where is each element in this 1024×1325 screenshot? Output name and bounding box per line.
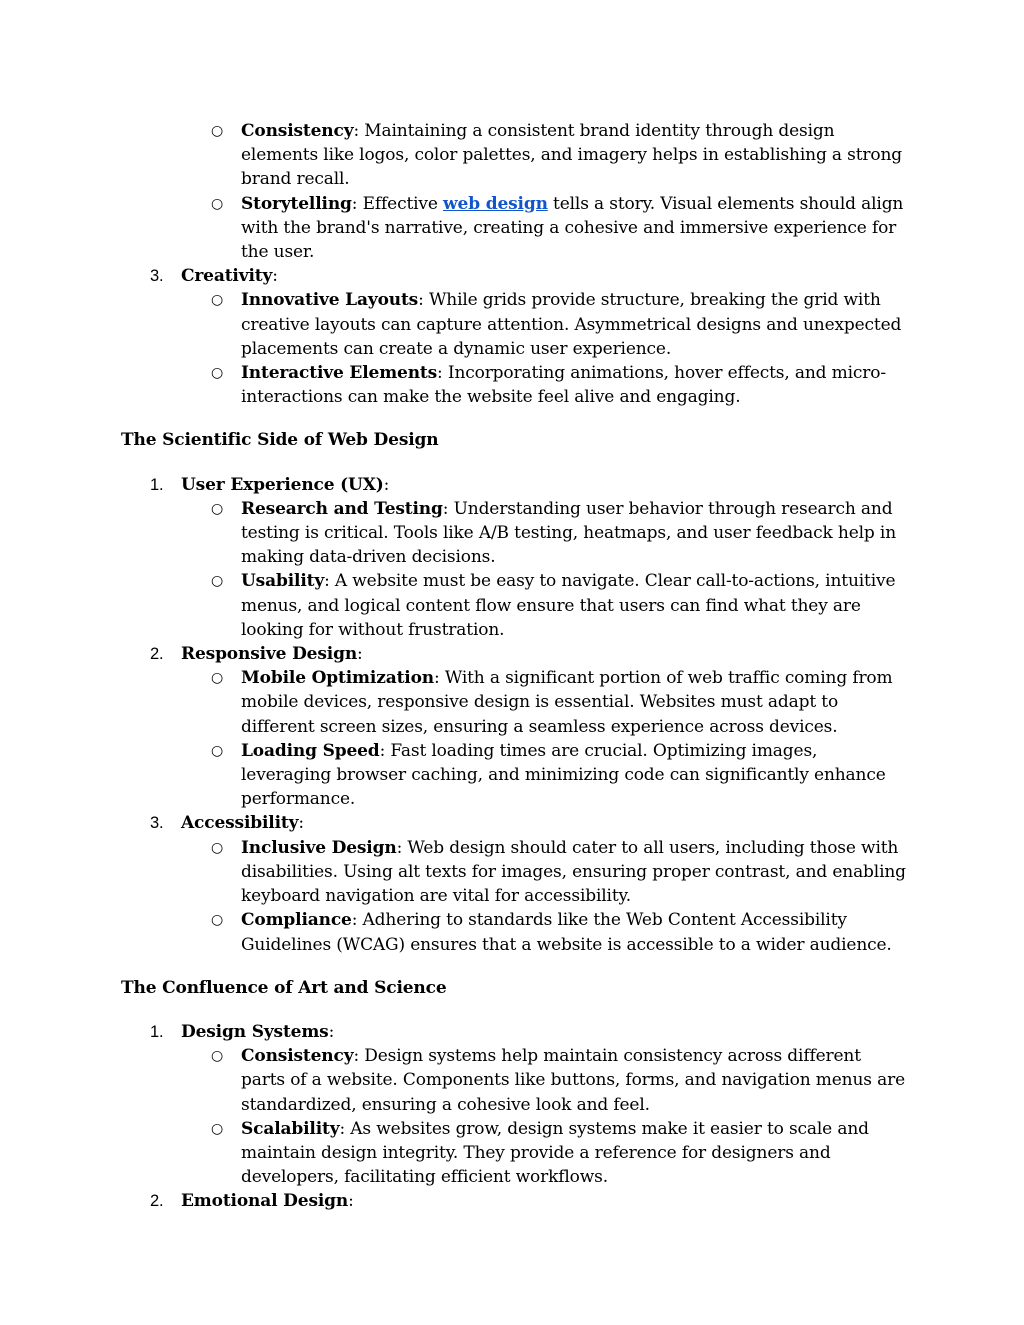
list-item-label: Creativity xyxy=(181,266,273,287)
bullet-term: Loading Speed xyxy=(241,740,380,761)
bullet-text: : With a significant portion of web traffic coming from mobile devices, responsive design is essential. Websites must adapt to different screen sizes, ensuring a seamless experience across devices. xyxy=(241,668,893,737)
list-item-label: Responsive Design xyxy=(181,644,358,665)
bullet-text: : Understanding user behavior through research and testing is critical. Tools like A/B testing, heatmaps, and user feedback help in making data-driven decisions. xyxy=(241,498,896,568)
bullet-term: Consistency xyxy=(241,1046,354,1067)
bullet-text: : Design systems help maintain consistency across different parts of a website. Components like buttons, forms, and navigation menus are standardized, ensuring a cohesive look and feel. xyxy=(241,1046,905,1115)
list-item-label: Emotional Design xyxy=(181,1191,349,1212)
list-item-ux xyxy=(121,473,921,497)
bullet-item xyxy=(121,836,921,909)
list-item-suffix: : xyxy=(328,1021,335,1042)
bullet-marker: ○ xyxy=(211,292,224,309)
bullet-marker: ○ xyxy=(211,573,224,590)
bullet-text: : As websites grow, design systems make it easier to scale and maintain design integrity. They provide a reference for designers and developers, facilitating efficient workflows. xyxy=(241,1118,869,1188)
bullet-item xyxy=(121,908,921,956)
bullet-item xyxy=(121,569,921,642)
bullet-term: Consistency xyxy=(241,121,354,141)
list-number: 3. xyxy=(150,267,164,286)
list-number: 2. xyxy=(150,645,164,664)
bullet-term: Inclusive Design xyxy=(241,837,397,858)
bullet-term: Compliance xyxy=(241,910,352,931)
list-item-emotional-design xyxy=(121,1189,921,1213)
document-content xyxy=(121,119,921,1214)
bullet-text: : Effective xyxy=(351,193,444,214)
bullet-marker: ○ xyxy=(211,912,224,929)
list-item-accessibility xyxy=(121,811,921,835)
bullet-marker: ○ xyxy=(211,1120,224,1137)
bullet-text: : While grids provide structure, breaking the grid with creative layouts can capture attention. Asymmetrical designs and unexpected placements can create a dynamic user experience. xyxy=(241,290,902,359)
list-item-creativity xyxy=(121,264,921,288)
list-item-label: Accessibility xyxy=(181,813,299,834)
bullet-item xyxy=(121,192,921,265)
bullet-item xyxy=(121,361,921,409)
list-item-label: Design Systems xyxy=(181,1021,329,1042)
bullet-term: Interactive Elements xyxy=(241,363,438,384)
bullet-marker: ○ xyxy=(211,670,224,687)
list-item-suffix: : xyxy=(383,474,390,495)
bullet-marker: ○ xyxy=(211,839,224,856)
list-item-design-systems xyxy=(121,1020,921,1044)
bullet-item xyxy=(121,288,921,361)
bullet-term: Research and Testing xyxy=(241,498,443,519)
bullet-marker: ○ xyxy=(211,365,224,382)
bullet-text: : Adhering to standards like the Web Content Accessibility Guidelines (WCAG) ensures that a website is accessible to a wider audience. xyxy=(241,910,892,955)
list-number: 1. xyxy=(150,1022,164,1041)
list-item-suffix: : xyxy=(298,813,304,834)
list-number: 2. xyxy=(150,1192,164,1211)
bullet-item xyxy=(121,739,921,812)
bullet-marker: ○ xyxy=(211,123,224,139)
bullet-marker: ○ xyxy=(211,1048,224,1065)
bullet-item xyxy=(121,497,921,570)
list-item-suffix: : xyxy=(357,644,363,665)
list-item-responsive-design xyxy=(121,642,921,666)
bullet-item xyxy=(121,1117,921,1190)
section-heading-confluence: The Confluence of Art and Science xyxy=(121,977,447,998)
bullet-text: tells a story. Visual elements should align with the brand's narrative, creating a cohesive and immersive experience for the user. xyxy=(241,193,904,263)
bullet-item xyxy=(121,119,921,192)
list-number: 3. xyxy=(150,814,164,833)
bullet-marker: ○ xyxy=(211,500,224,517)
bullet-term: Mobile Optimization xyxy=(241,668,434,689)
web-design-link[interactable]: web design xyxy=(443,193,548,214)
bullet-item xyxy=(121,666,921,739)
list-item-suffix: : xyxy=(272,266,278,287)
bullet-term: Usability xyxy=(241,571,325,592)
bullet-marker: ○ xyxy=(211,195,224,212)
list-number: 1. xyxy=(150,475,164,494)
bullet-text: : Fast loading times are crucial. Optimizing images, leveraging browser caching, and minimizing code can significantly enhance performance. xyxy=(241,740,886,810)
list-item-label: User Experience (UX) xyxy=(181,474,384,495)
bullet-item xyxy=(121,1044,921,1117)
bullet-term: Scalability xyxy=(241,1118,340,1139)
bullet-marker: ○ xyxy=(211,742,224,759)
bullet-text: : Maintaining a consistent brand identity through design elements like logos, color palettes, and imagery helps in establishing a strong brand recall. xyxy=(241,121,903,190)
bullet-text: : Web design should cater to all users, including those with disabilities. Using alt texts for images, ensuring proper contrast, and enabling keyboard navigation are vital for accessibility. xyxy=(241,837,906,907)
bullet-term: Innovative Layouts xyxy=(241,290,419,311)
bullet-text: : A website must be easy to navigate. Clear call-to-actions, intuitive menus, and logical content flow ensure that users can find what they are looking for without frustration. xyxy=(241,571,896,640)
list-item-suffix: : xyxy=(348,1191,354,1212)
bullet-text: : Incorporating animations, hover effects, and micro-interactions can make the website feel alive and engaging. xyxy=(241,363,886,408)
bullet-term: Storytelling xyxy=(241,193,352,214)
section-heading-scientific: The Scientific Side of Web Design xyxy=(121,430,439,451)
